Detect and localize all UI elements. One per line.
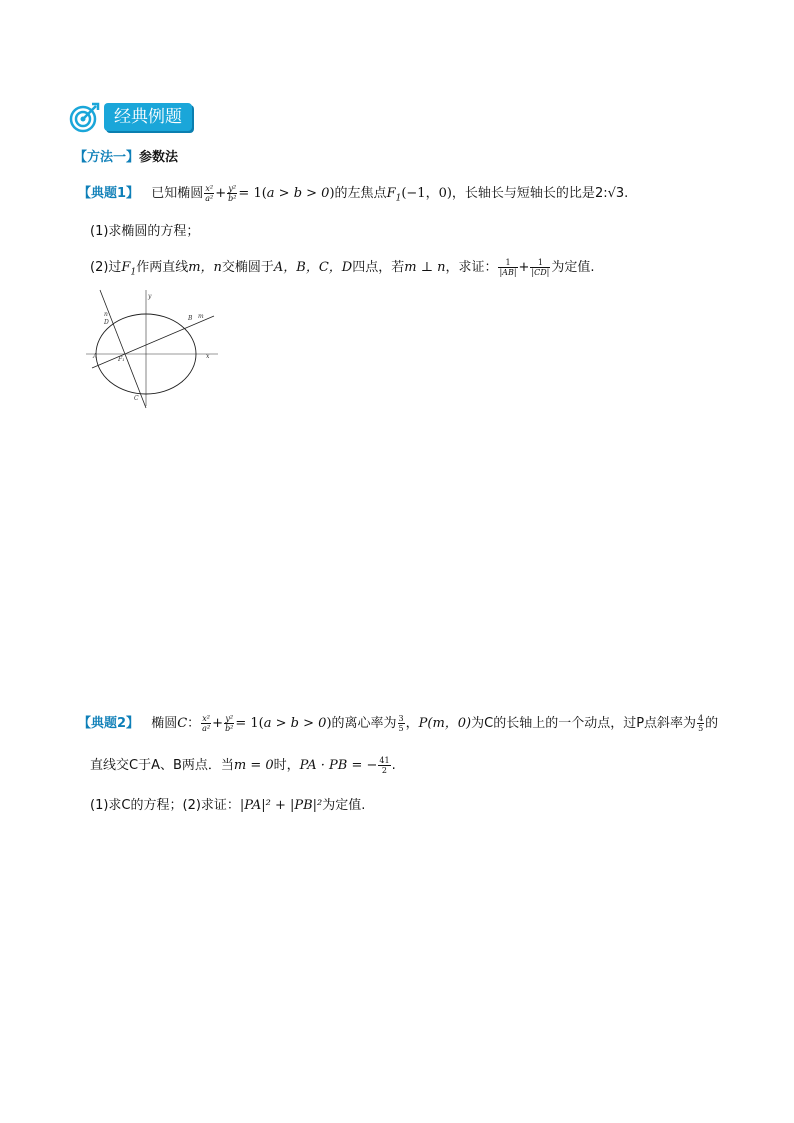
problem-2-questions: (1)求C的方程；(2)求证：|PA|² + |PB|²为定值. [90,798,366,813]
label-d: D [104,319,109,326]
problem-1-tag: 【典题1】 [78,186,140,201]
label-y: y [148,293,152,300]
problem-1-question-2: (2)过$F_1$作两直线m，n交椭圆于A，B，C，D四点，若m ⊥ n，求证： $\frac{1}{|AB|}$ + $\frac{1}{|CD|}$ 为定值. [90,258,595,278]
method-header [74,146,178,165]
section-title: 经典例题 [104,103,192,131]
ellipse-figure [84,288,224,410]
line-n [100,290,146,408]
label-b: B [188,315,193,322]
label-f1: F₁ [118,356,125,363]
method-name: 参数法 [139,150,179,165]
problem-2-line-2: 直线交C于A、B两点．当m = 0时，PA · PB = − $\frac{41}{2}$ . [90,756,396,775]
problem-1-question-1: (1)求椭圆的方程； [90,224,200,239]
label-m: m [198,313,204,320]
label-a: A [93,353,98,360]
problem-1-statement: 【典题1】 已知椭圆 $\frac{\text{x²}}{\text{a²}}$ + $\frac{\text{y²}}{\text{b²}}$ = 1(a > b > 0)的左焦点$F_1(-1$，0)，长轴长与短轴长的比是2:√3. [78,184,629,204]
label-c: C [134,395,139,402]
problem-2-statement: 【典题2】 椭圆C： $\frac{\text{x²}}{\text{a²}}$ + $\frac{\text{y²}}{\text{b²}}$ = 1(a > b > 0)的离心率为 $\frac{3}{5}$ ，P(m，0)为C的长轴上的一个动点，过P点斜率为 $\frac{4}{5}$ 的 [78,714,719,733]
equation-2: = 1(a > b > 0) [235,716,332,731]
section-banner [68,100,192,134]
label-x: x [206,353,210,360]
label-n: n [104,311,108,318]
equation-1: = 1(a > b > 0) [238,186,335,201]
problem-2-tag: 【典题2】 [78,716,140,731]
target-icon [68,100,102,134]
method-tag: 【方法一】 [74,150,140,165]
